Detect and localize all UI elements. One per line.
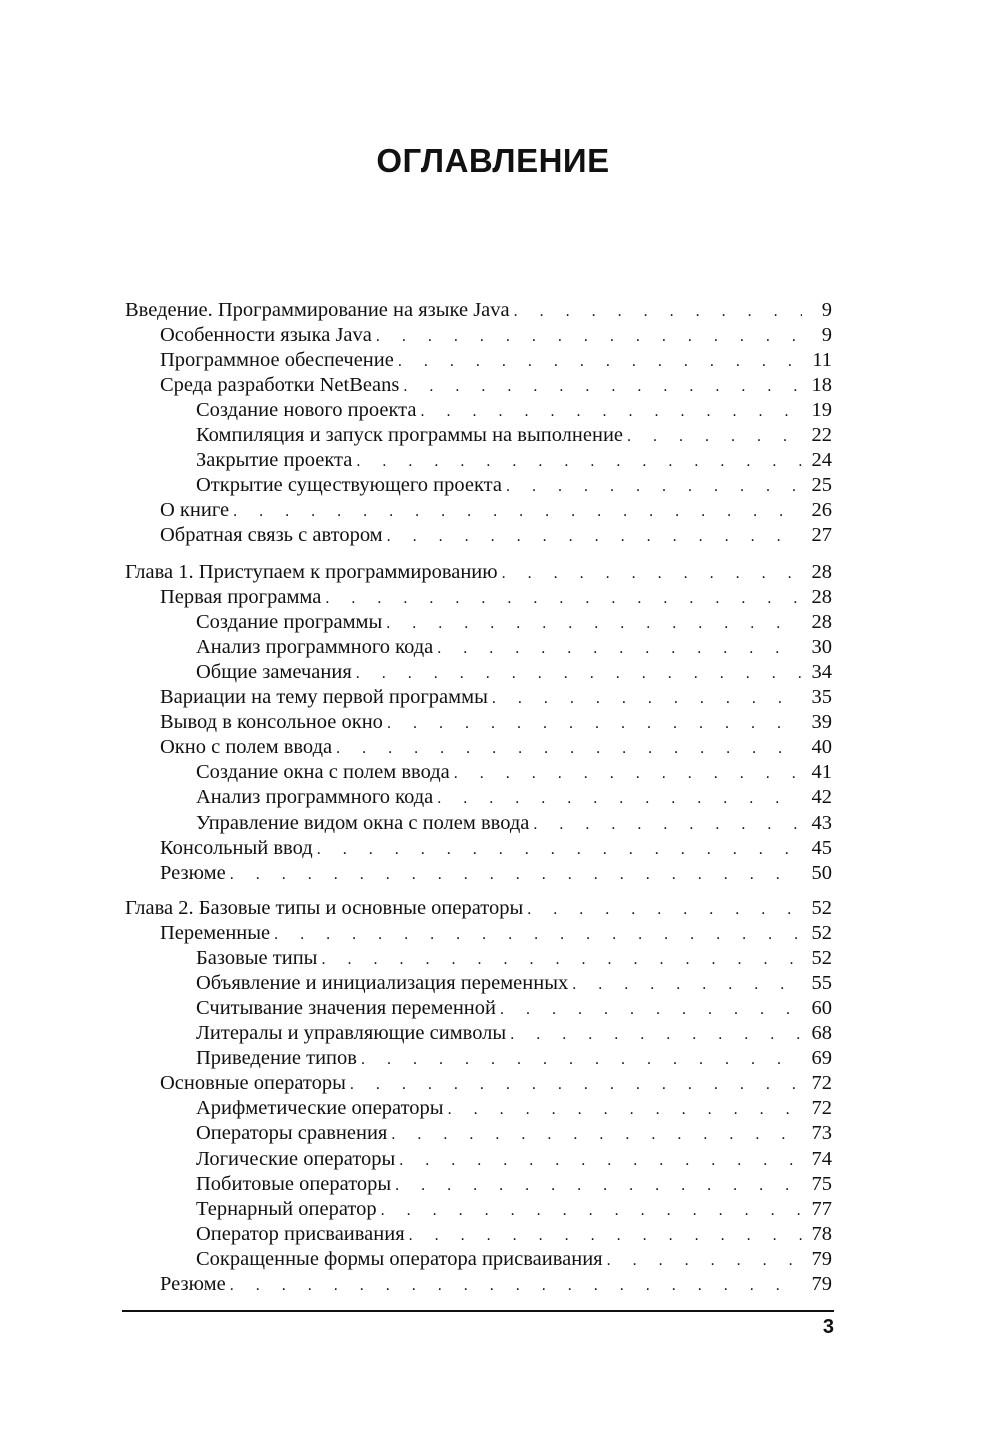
toc-entry-title: Особенности языка Java [160,324,372,346]
toc-entry-page: 28 [811,611,832,633]
toc-entry [160,523,832,548]
dot-leader [607,1248,802,1273]
dot-leader [399,1148,802,1173]
toc-entry-title: Вывод в консольное окно [160,711,383,733]
toc-entry-title: Операторы сравнения [196,1122,388,1144]
toc-entry-page: 11 [812,349,832,371]
toc-entry-title: Считывание значения переменной [196,997,496,1019]
toc-entry [160,921,832,946]
toc-entry-title: Приведение типов [196,1047,357,1069]
toc-entry-page: 42 [811,786,832,808]
toc-entry [196,448,832,473]
toc-entry-page: 43 [811,812,832,834]
dot-leader [409,1223,802,1248]
toc-entry [196,398,832,423]
toc-entry-page: 55 [811,972,832,994]
dot-leader [510,1022,802,1047]
toc-entry-title: Объявление и инициализация переменных [196,972,569,994]
toc-entry-page: 75 [811,1173,832,1195]
toc-entry [160,498,832,523]
dot-leader [321,947,802,972]
toc-entry-page: 52 [811,897,832,919]
toc-chapter-entry [125,896,832,921]
dot-leader [356,661,802,686]
dot-leader [386,611,802,636]
toc-entry-title: Сокращенные формы оператора присваивания [196,1248,603,1270]
toc-entry-page: 79 [811,1248,832,1270]
dot-leader [572,972,802,997]
dot-leader [437,636,802,661]
toc-entry [196,1222,832,1247]
dot-leader [454,761,802,786]
toc-entry-page: 19 [811,399,832,421]
toc-entry [196,946,832,971]
toc-entry-page: 68 [811,1022,832,1044]
toc-entry-title: Переменные [160,922,271,944]
dot-leader [448,1097,802,1122]
dot-leader [502,561,802,586]
toc-entry-page: 26 [811,499,832,521]
toc-entry [160,1272,832,1297]
toc-entry-page: 73 [811,1122,832,1144]
toc-entry-title: Среда разработки NetBeans [160,374,400,396]
toc-entry-title: Закрытие проекта [196,449,353,471]
toc-entry-page: 40 [811,736,832,758]
dot-leader [387,711,802,736]
toc-entry [196,423,832,448]
dot-leader [500,997,802,1022]
toc-entry-title: Анализ программного кода [196,786,434,808]
toc-entry [160,710,832,735]
toc-entry-page: 60 [811,997,832,1019]
toc-entry [160,861,832,886]
toc-entry-title: Резюме [160,862,226,884]
toc-entry-title: Окно с полем ввода [160,736,333,758]
toc-entry [196,1147,832,1172]
toc-chapter-entry [125,560,832,585]
toc-entry-page: 9 [821,324,832,346]
dot-leader [506,474,802,499]
toc-entry-title: Консольный ввод [160,837,313,859]
toc-entry-page: 9 [821,299,832,321]
toc-entry-title: Создание окна с полем ввода [196,761,450,783]
toc-entry [196,660,832,685]
toc-entry-page: 28 [811,586,832,608]
toc-entry-page: 25 [811,474,832,496]
toc-entry-title: Литералы и управляющие символы [196,1022,507,1044]
toc-entry-title: Создание программы [196,611,383,633]
toc-entry [196,760,832,785]
toc-entry [196,635,832,660]
toc-entry [196,785,832,810]
toc-entry [160,323,832,348]
toc-entry [160,585,832,610]
toc-entry [160,1071,832,1096]
toc-entry-title: Открытие существующего проекта [196,474,502,496]
toc-entry-page: 72 [811,1072,832,1094]
dot-leader [274,922,802,947]
toc-entry-title: О книге [160,499,230,521]
dot-leader [350,1072,802,1097]
toc-entry-page: 52 [811,922,832,944]
toc-entry-page: 22 [811,424,832,446]
dot-leader [492,686,802,711]
dot-leader [230,1273,802,1298]
toc-entry-title: Создание нового проекта [196,399,417,421]
toc-entry-title: Арифметические операторы [196,1097,444,1119]
toc-entry-page: 34 [811,661,832,683]
toc-chapter-entry [125,298,832,323]
toc-entry-page: 27 [811,524,832,546]
page-number: 3 [822,1316,834,1338]
toc-entry-page: 79 [811,1273,832,1295]
toc-entry [160,373,832,398]
toc-entry-title: Тернарный оператор [196,1198,377,1220]
dot-leader [376,324,802,349]
toc-entry-page: 35 [811,686,832,708]
toc-entry [196,473,832,498]
toc-entry-title: Базовые типы [196,947,318,969]
toc-entry-title: Программное обеспечение [160,349,394,371]
toc-entry [196,971,832,996]
toc-entry-page: 50 [811,862,832,884]
dot-leader [395,1173,802,1198]
toc-entry [196,811,832,836]
dot-leader [514,299,802,324]
toc-entry [160,685,832,710]
dot-leader [391,1122,802,1147]
toc-entry-title: Компиляция и запуск программы на выполнение [196,424,624,446]
dot-leader [356,449,802,474]
dot-leader [627,424,802,449]
toc-entry [160,348,832,373]
toc-entry-page: 24 [811,449,832,471]
dot-leader [336,736,802,761]
toc-entry [196,1021,832,1046]
dot-leader [437,786,802,811]
toc-entry [196,1121,832,1146]
toc-entry-title: Общие замечания [196,661,352,683]
dot-leader [403,374,802,399]
dot-leader [317,837,802,862]
dot-leader [398,349,802,374]
toc-entry-page: 18 [811,374,832,396]
toc-entry-page: 74 [811,1148,832,1170]
toc-entry-page: 41 [811,761,832,783]
dot-leader [527,897,802,922]
dot-leader [361,1047,802,1072]
toc-entry-page: 69 [811,1047,832,1069]
toc-entry-page: 39 [811,711,832,733]
toc-entry-title: Введение. Программирование на языке Java [125,299,510,321]
toc-entry [196,1247,832,1272]
dot-leader [533,812,802,837]
dot-leader [381,1198,802,1223]
dot-leader [420,399,802,424]
toc-entry [196,610,832,635]
toc-entry [196,996,832,1021]
dot-leader [325,586,802,611]
toc-entry-page: 77 [811,1198,832,1220]
toc-entry-page: 45 [811,837,832,859]
toc-entry-title: Резюме [160,1273,226,1295]
toc-entry [196,1197,832,1222]
dot-leader [233,499,802,524]
toc-entry-page: 28 [811,561,832,583]
toc-entry-title: Логические операторы [196,1148,396,1170]
toc-entry-title: Глава 2. Базовые типы и основные операторы [125,897,524,919]
dot-leader [387,524,802,549]
page-title: ОГЛАВЛЕНИЕ [376,142,610,179]
toc-entry [160,836,832,861]
toc-entry [196,1046,832,1071]
toc-entry-page: 78 [811,1223,832,1245]
toc-entry-title: Оператор присваивания [196,1223,405,1245]
footer-rule [122,1310,834,1312]
toc-entry-page: 52 [811,947,832,969]
toc-entry [196,1096,832,1121]
toc-entry-title: Побитовые операторы [196,1173,392,1195]
toc-entry-page: 30 [811,636,832,658]
toc-entry-page: 72 [811,1097,832,1119]
toc-entry-title: Первая программа [160,586,322,608]
toc-entry-title: Обратная связь с автором [160,524,383,546]
toc-entry-title: Анализ программного кода [196,636,434,658]
dot-leader [230,862,802,887]
toc-entry-title: Управление видом окна с полем ввода [196,812,530,834]
toc-entry-title: Глава 1. Приступаем к программированию [125,561,498,583]
toc-entry-title: Основные операторы [160,1072,346,1094]
toc-entry-title: Вариации на тему первой программы [160,686,488,708]
toc-entry [160,735,832,760]
toc-entry [196,1172,832,1197]
